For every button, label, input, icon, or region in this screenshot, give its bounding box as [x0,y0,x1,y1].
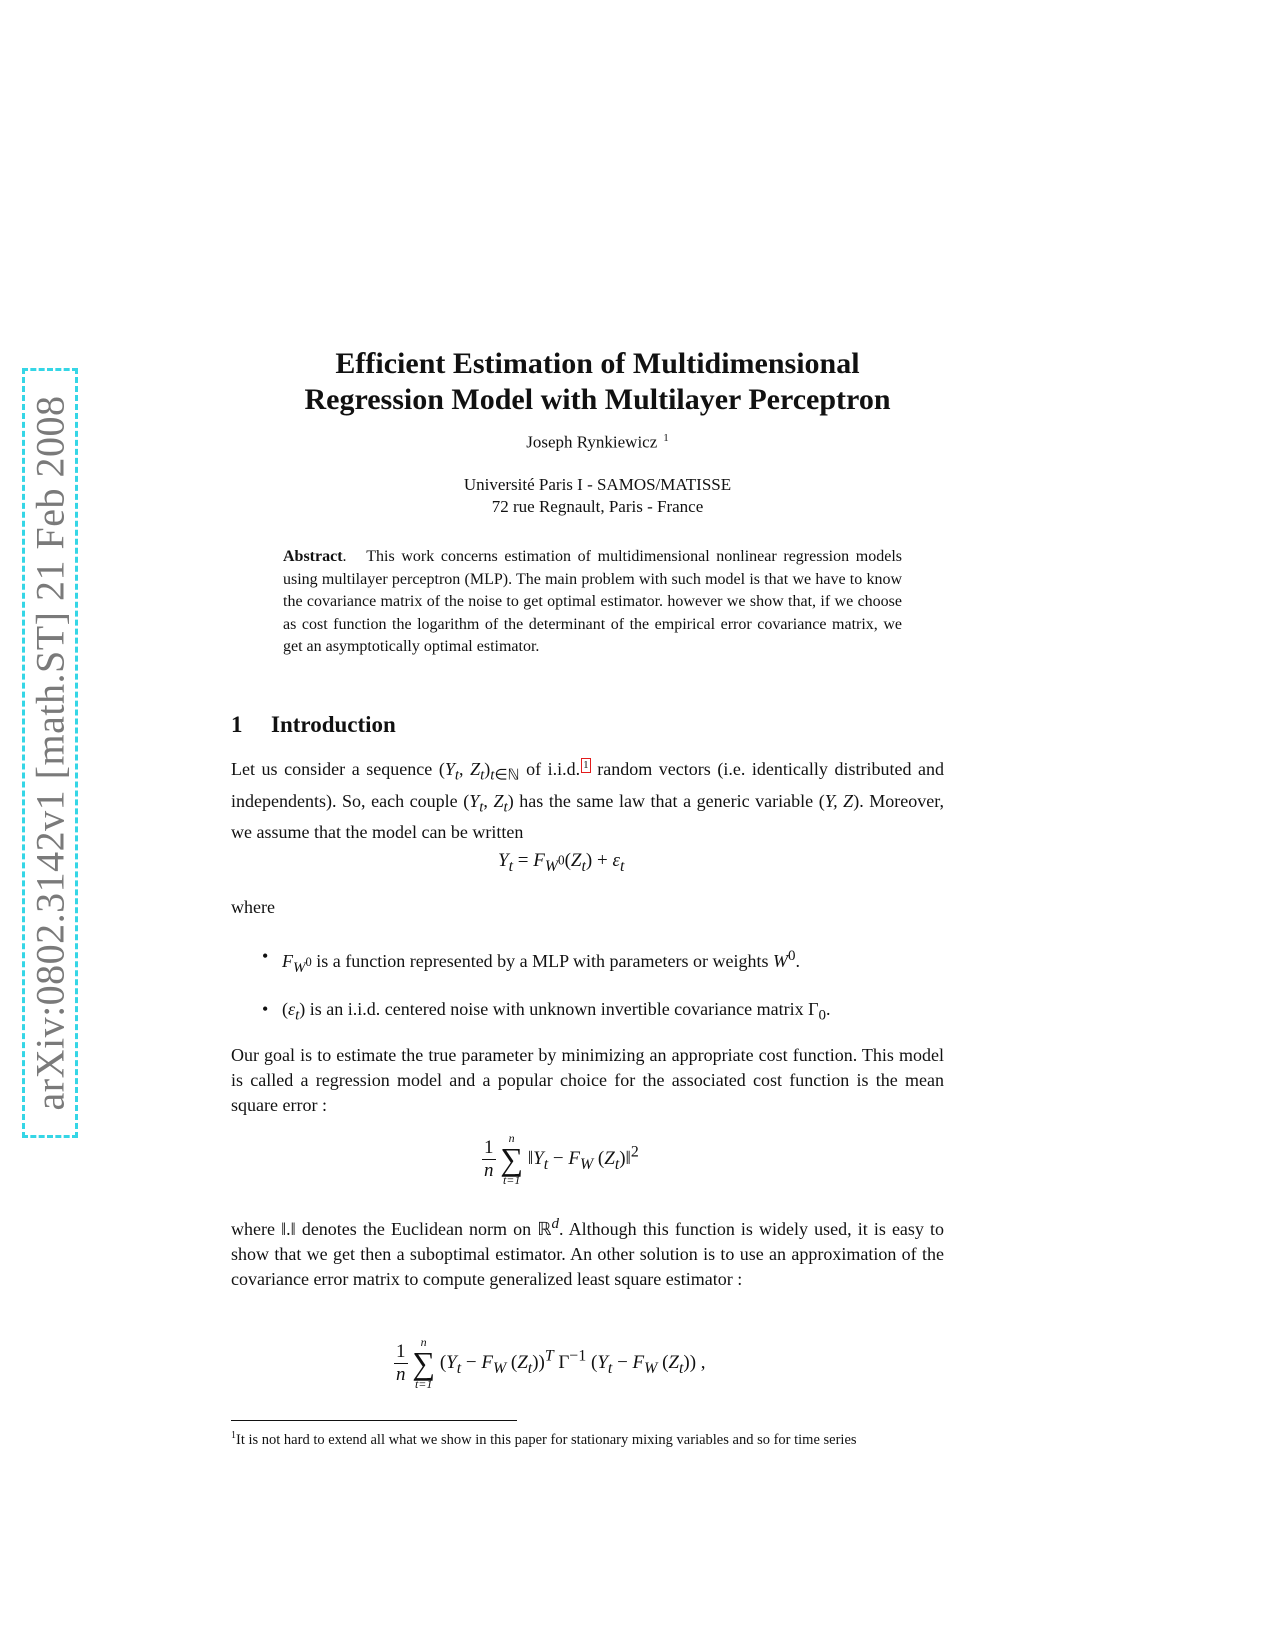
math-fw0: $F_{W^0}$ [282,951,312,976]
section-number: 1 [231,712,243,737]
math-epsilon: $(\varepsilon_t)$ [282,998,306,1024]
footnote-link[interactable]: 1 [583,759,589,771]
arxiv-identifier: arXiv:0802.3142v1 [math.ST] 21 Feb 2008 [27,395,73,1111]
math-sequence: ($Y_t$, $Z_t)_{t\in ℕ}$ [438,759,520,784]
math-gamma0: $\Gamma_0$. [808,998,831,1024]
arxiv-stamp [22,368,78,1138]
intro-paragraph-1 [231,757,944,845]
math-generic-variable: (Y, Z) [818,790,860,811]
intro-text: . Moreover, we assume that the model can be written [231,790,945,843]
sum-symbol: n ∑ t=1 [412,1335,436,1391]
abstract-label: Abstract [283,548,343,565]
abstract: Abstract. This work concerns estimation of multidimensional nonlinear regression models using multilayer perceptron (MLP). The main problem with such model is that we have to know the covariance matrix of the noise to get optimal estimator. however we show that, if we choose as cost function the logarithm of the determinant of the empirical error covariance matrix, we get an asymptotically optimal estimator. [283,548,902,655]
bullet-text: is a function represented by a MLP with parameters or weights [316,951,769,971]
math-couple: ($Y_t$, $Z_t$) [463,790,514,816]
affiliation-line-2: 72 rue Regnault, Paris - France [491,497,704,516]
author-footnote-mark: 1 [663,432,669,444]
title-line-1: Efficient Estimation of Multidimensional [335,347,860,380]
intro-text: . Although this function is widely used, it is easy to show that we get then a suboptimal estimator. An other solution is to use an approximation of the covariance error matrix to compute generalized least square estimator : [231,1219,945,1289]
paper-title [210,346,985,418]
footnote-text: It is not hard to extend all what we show in this paper for stationary mixing variables and so for time series [236,1431,857,1448]
intro-text: random vectors (i.e. identically distributed and independents). So, each couple [231,759,945,811]
section-title: Introduction [271,712,396,737]
intro-text: where [231,1219,275,1239]
footnote-mark: 1 [231,1430,236,1441]
affiliation [210,474,985,518]
section-heading [231,712,396,738]
gls-equation: $\frac{1}{n}$ n ∑ t=1 ($Y_t - F_W$ $(Z_t))^T$ $\Gamma^{-1}$ ($Y_t - F_W$ $(Z_t)$) , [396,1335,706,1391]
intro-text: denotes the Euclidean norm on [301,1219,532,1239]
intro-text: has the same law that a generic variable [519,790,814,811]
mse-equation: $\frac{1}{n}$ n ∑ t=1 $‖Y_t - F_W$ $(Z_t)‖^2$ [484,1131,639,1187]
math-w0: $W^0$. [772,948,800,971]
bullet-icon: • [262,998,269,1019]
title-line-2: Regression Model with Multilayer Perceptron [304,383,891,416]
author [210,432,985,453]
fraction: $\frac{1}{n}$ [396,1340,406,1385]
bullet-text: is an i.i.d. centered noise with unknown invertible covariance matrix [309,998,804,1019]
intro-text: Our goal is to estimate the true parameter by minimizing an appropriate cost function. This model is called a regression model and a popular choice for the associated cost function is the mean square error : [231,1045,944,1115]
sum-symbol: n ∑ t=1 [500,1131,524,1187]
math-rd: ℝ$^d$ [537,1216,560,1239]
list-item [258,944,944,981]
assumption-list [258,944,944,1028]
model-equation: $Y_t = F_{W^0}(Z_t) + \varepsilon_t$ [498,850,625,875]
abstract-text: This work concerns estimation of multidimensional nonlinear regression models using multilayer perceptron (MLP). The main problem with such model is that we have to know the covariance matrix of the noise to get optimal estimator. however we show that, if we choose as cost function the logarithm of the determinant of the empirical error covariance matrix, we get an asymptotically optimal estimator. [283,548,902,655]
affiliation-line-1: Université Paris I - SAMOS/MATISSE [463,475,732,494]
intro-text: Let us consider a sequence [231,759,433,779]
intro-paragraph-3 [231,1212,944,1292]
list-item [258,997,944,1029]
fraction: $\frac{1}{n}$ [484,1136,494,1181]
math-norm: ‖.‖ [281,1219,296,1239]
intro-text: of i.i.d. [526,759,581,779]
bullet-icon: • [262,946,269,966]
where-label: where [231,897,275,917]
footnote [231,1426,944,1450]
footnote-rule [231,1420,517,1421]
intro-paragraph-2 [231,1043,944,1118]
author-name: Joseph Rynkiewicz [526,432,658,452]
where-text [231,895,944,920]
